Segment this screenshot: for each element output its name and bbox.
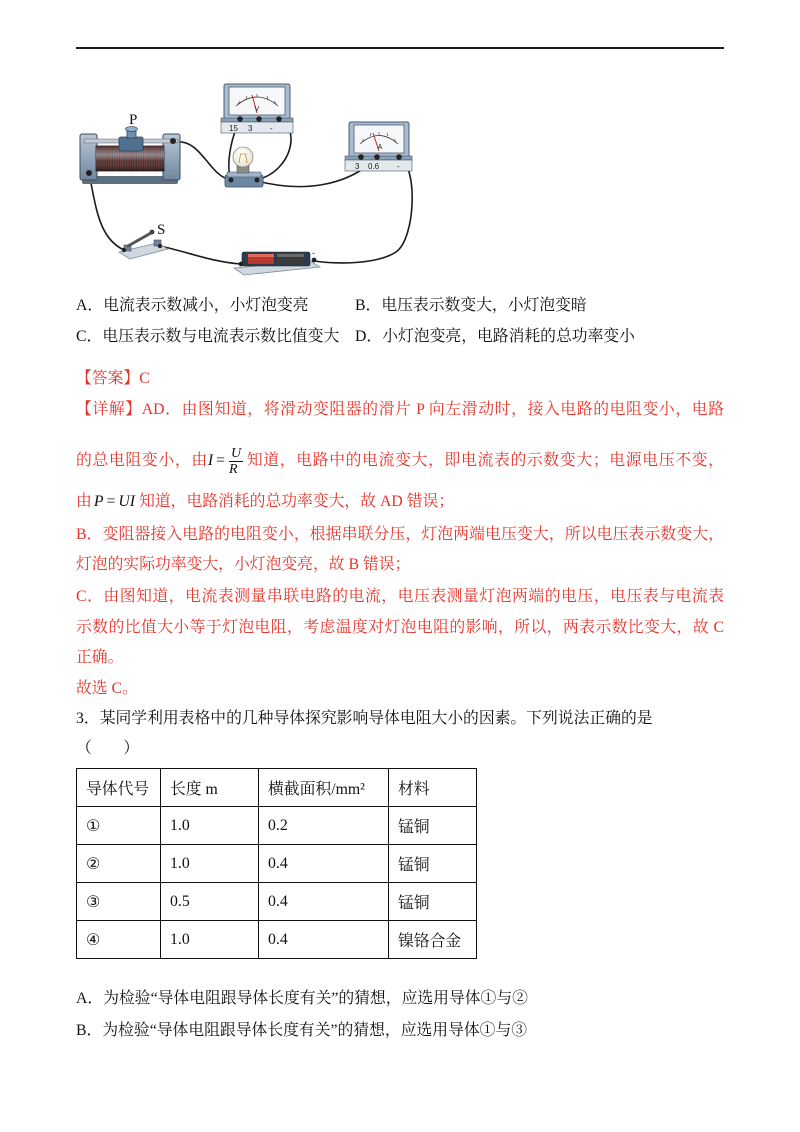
q2-option-b: B．电压表示数变大，小灯泡变暗: [355, 297, 587, 314]
table-cell: 0.4: [259, 883, 389, 921]
formula-rhs: UI: [118, 493, 136, 510]
ammeter-terminal-label: -: [397, 162, 400, 171]
table-cell: 0.5: [161, 883, 259, 921]
detail-text: 知道，电路消耗的总功率变大，故 AD 错误；: [139, 493, 455, 510]
table-cell: 0.4: [259, 845, 389, 883]
ammeter-terminal-label: 0.6: [368, 162, 380, 171]
q3-stem: 3．某同学利用表格中的几种导体探究影响导体电阻大小的因素。下列说法正确的是: [76, 710, 653, 727]
q2-option-a: A．电流表示数减小，小灯泡变亮: [76, 297, 309, 314]
q3-option-b: B．为检验“导体电阻跟导体长度有关”的猜想，应选用导体①与③: [76, 1022, 528, 1039]
header-cell: 长度 m: [161, 769, 259, 807]
detail-text: 由: [76, 493, 92, 510]
sliding-rheostat: [80, 112, 180, 184]
detail-line: C．由图知道，电流表测量串联电路的电流，电压表测量灯泡两端的电压，电压表与电流表: [76, 588, 724, 605]
voltmeter-terminal-label: -: [270, 124, 273, 133]
table-row: [77, 883, 477, 921]
formula-current: [207, 445, 246, 477]
q2-option-c: C．电压表示数与电流表示数比值变大: [76, 328, 340, 345]
table-cell: 0.4: [259, 921, 389, 959]
voltmeter: [221, 84, 293, 133]
wire-rheostat-to-bulb: [174, 142, 231, 180]
voltmeter-terminal-label: 15: [229, 124, 238, 133]
table-cell: ③: [77, 883, 161, 921]
detail-line: 正确。: [76, 649, 124, 666]
wire-battery-to-switch: [160, 246, 241, 264]
fraction: [229, 446, 243, 477]
voltmeter-terminal-label: 3: [248, 124, 253, 133]
detail-line-power: [76, 491, 454, 512]
table-row: [77, 807, 477, 845]
table-cell: ①: [77, 807, 161, 845]
answer-line: 【答案】C: [76, 370, 150, 387]
table-cell: 镍铬合金: [389, 921, 477, 959]
fraction-denominator: R: [229, 461, 238, 477]
header-cell: 材料: [389, 769, 477, 807]
formula-equals: =: [216, 452, 226, 469]
q2-option-d: D．小灯泡变亮，电路消耗的总功率变小: [355, 328, 635, 345]
rheostat-terminal-right: [170, 138, 176, 144]
detail-text: 的总电阻变小，由: [76, 452, 208, 469]
circuit-diagram: [0, 0, 800, 290]
detail-line: B．变阻器接入电路的电阻变小，根据串联分压，灯泡两端电压变大，所以电压表示数变大，: [76, 526, 724, 543]
fraction-numerator: U: [231, 445, 242, 461]
rheostat-terminal-left: [86, 170, 92, 176]
table-cell: 锰铜: [389, 807, 477, 845]
table-header-row: [77, 769, 477, 807]
header-cell: 横截面积/mm²: [259, 769, 389, 807]
light-bulb: [225, 147, 263, 187]
formula-symbol: P: [93, 493, 104, 510]
q3-answer-blank: （ ）: [76, 740, 140, 757]
table-cell: 锰铜: [389, 883, 477, 921]
detail-line: 示数的比值大小等于灯泡电阻，考虑温度对灯泡电阻的影响，所以，两表示数比变大，故 C: [76, 619, 724, 636]
detail-line-ohm: [76, 441, 724, 481]
table-cell: ④: [77, 921, 161, 959]
formula-equals: =: [106, 493, 116, 510]
formula-symbol: I: [207, 452, 214, 469]
table-cell: 1.0: [161, 845, 259, 883]
conductor-table: [76, 768, 477, 959]
switch: [119, 222, 168, 259]
wire-ammeter-to-battery: [314, 158, 412, 263]
switch-label: S: [157, 222, 166, 238]
table-cell: 锰铜: [389, 845, 477, 883]
table-cell: ②: [77, 845, 161, 883]
table-cell: 0.2: [259, 807, 389, 845]
table-cell: 1.0: [161, 921, 259, 959]
ammeter: [345, 122, 412, 171]
table-row: [77, 845, 477, 883]
detail-text: 知道，电路中的电流变大，即电流表的示数变大；电源电压不变，: [246, 452, 724, 469]
conclusion-line: 故选 C。: [76, 680, 138, 697]
q3-option-a: A．为检验“导体电阻跟导体长度有关”的猜想，应选用导体①与②: [76, 990, 528, 1007]
detail-line: 灯泡的实际功率变大，小灯泡变亮，故 B 错误；: [76, 556, 411, 573]
detail-line: 【详解】AD．由图知道，将滑动变阻器的滑片 P 向左滑动时，接入电路的电阻变小，电路: [76, 401, 724, 418]
ammeter-symbol: A: [377, 144, 383, 151]
formula-power: [94, 493, 135, 510]
table-row: [77, 921, 477, 959]
voltmeter-symbol: V: [254, 106, 260, 113]
battery-terminal-label: -: [312, 248, 315, 258]
table-cell: 1.0: [161, 807, 259, 845]
ammeter-terminal-label: 3: [355, 162, 360, 171]
header-cell: 导体代号: [77, 769, 161, 807]
battery: [234, 248, 320, 275]
wire-rheostat-to-switch: [89, 174, 124, 250]
rheostat-slider-label: P: [129, 112, 138, 128]
